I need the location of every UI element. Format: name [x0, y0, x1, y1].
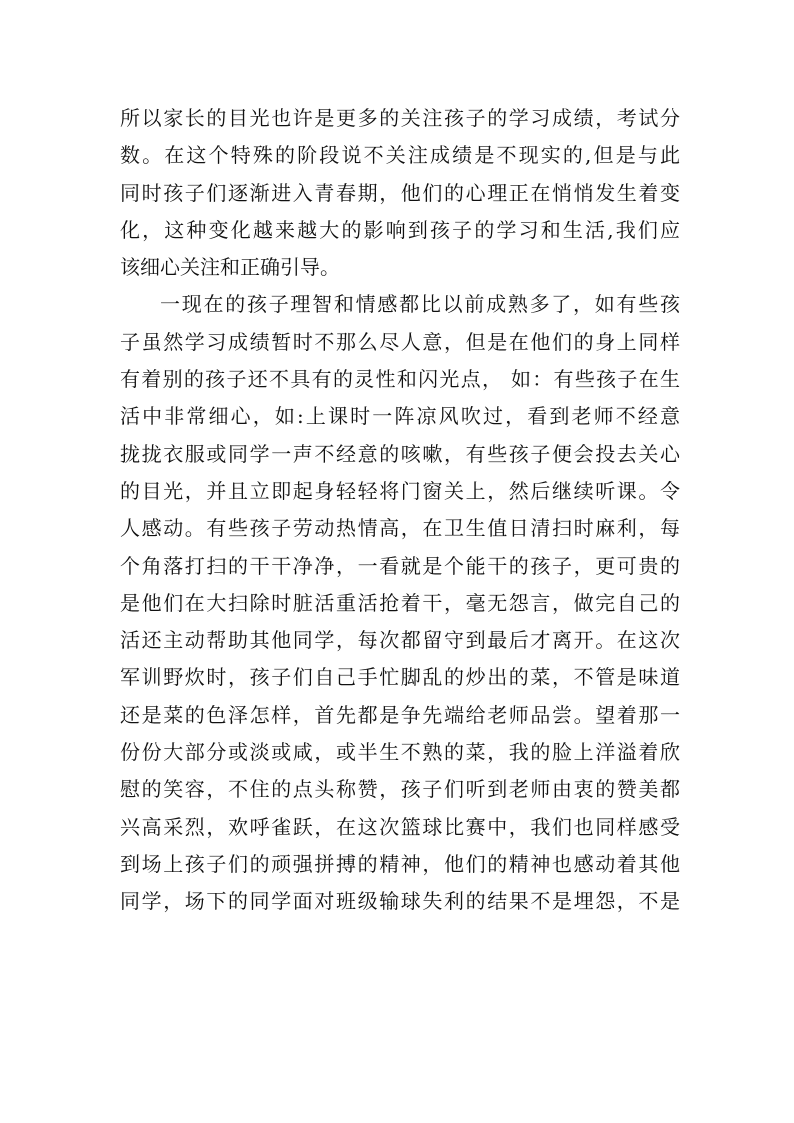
- text-line: 同学，场下的同学面对班级输球失利的结果不是埋怨，不是: [120, 889, 680, 914]
- text-line: 一现在的孩子理智和情感都比以前成熟多了，如有些孩: [160, 292, 680, 317]
- text-line: 的目光，并且立即起身轻轻将门窗关上，然后继续听课。令: [120, 478, 680, 503]
- text-line: 到场上孩子们的顽强拼搏的精神，他们的精神也感动着其他: [120, 851, 680, 876]
- text-line: 有着别的孩子还不具有的灵性和闪光点， 如：有些孩子在生: [120, 367, 680, 392]
- text-line: 还是菜的色泽怎样，首先都是争先端给老师品尝。望着那一: [120, 702, 680, 727]
- text-line: 数。在这个特殊的阶段说不关注成绩是不现实的,但是与此: [120, 143, 680, 168]
- text-line: 兴高采烈，欢呼雀跃，在这次篮球比赛中，我们也同样感受: [120, 814, 680, 839]
- text-line: 个角落打扫的干干净净，一看就是个能干的孩子，更可贵的: [120, 553, 680, 578]
- text-line: 所以家长的目光也许是更多的关注孩子的学习成绩，考试分: [120, 106, 680, 130]
- body-text: [120, 100, 680, 921]
- text-line: 拢拢衣服或同学一声不经意的咳嗽，有些孩子便会投去关心: [120, 441, 680, 466]
- text-line: 军训野炊时，孩子们自己手忙脚乱的炒出的菜，不管是味道: [120, 665, 680, 690]
- text-line: 慰的笑容，不住的点头称赞，孩子们听到老师由衷的赞美都: [120, 777, 680, 802]
- text-line: 化，这种变化越来越大的影响到孩子的学习和生活,我们应: [120, 217, 680, 242]
- text-line: 活中非常细心，如:上课时一阵凉风吹过，看到老师不经意: [120, 404, 680, 429]
- text-line: 同时孩子们逐渐进入青春期，他们的心理正在悄悄发生着变: [120, 180, 680, 205]
- text-line: 是他们在大扫除时脏活重活抢着干，毫无怨言，做完自己的: [120, 590, 680, 615]
- text-line: 子虽然学习成绩暂时不那么尽人意，但是在他们的身上同样: [120, 329, 680, 354]
- text-line: 份份大部分或淡或咸，或半生不熟的菜，我的脸上洋溢着欣: [120, 740, 680, 765]
- text-line: 人感动。有些孩子劳动热情高，在卫生值日清扫时麻利，每: [120, 516, 680, 541]
- text-line: 该细心关注和正确引导。: [120, 255, 340, 280]
- text-line: 活还主动帮助其他同学，每次都留守到最后才离开。在这次: [120, 628, 680, 653]
